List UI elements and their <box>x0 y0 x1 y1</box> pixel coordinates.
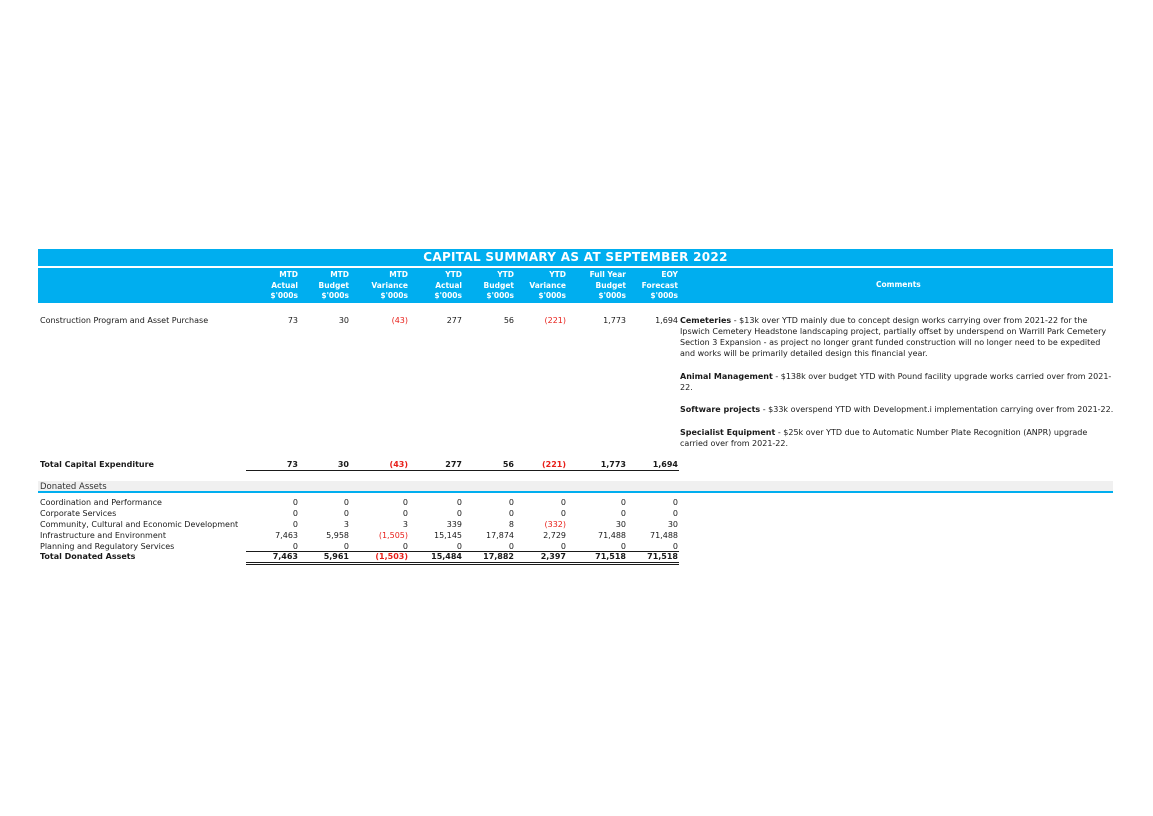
value-cell: 71,488 <box>650 531 678 540</box>
value-cell: 2,397 <box>540 552 566 561</box>
value-cell: 277 <box>446 316 462 325</box>
value-cell: 0 <box>343 542 349 551</box>
total-capital-rule <box>246 470 679 471</box>
value-cell: 1,694 <box>652 460 678 469</box>
value-cell: 1,773 <box>603 316 626 325</box>
value-cell: 7,463 <box>272 552 298 561</box>
column-header-line: $'000s <box>321 291 349 300</box>
column-header-line: $'000s <box>538 291 566 300</box>
column-header-line: MTD <box>389 270 408 279</box>
value-cell: 5,958 <box>326 531 349 540</box>
donated-row-label: Community, Cultural and Economic Development <box>40 520 239 529</box>
donated-row-label: Coordination and Performance <box>40 498 162 507</box>
column-header-5 <box>510 270 566 302</box>
value-cell: 8 <box>508 520 514 529</box>
comment-cemeteries: Cemeteries - $13k over YTD mainly due to concept design works carrying over from 2021-22 for the Ipswich Cemetery Headstone landscaping project, partially offset by underspend on Warrill Park Cemetery Section 3 Expansion - as project no longer grant funded construction will no longer need to be expedited and works will be primarily detailed design this financial year. <box>680 316 1107 358</box>
total-donated-rule-1 <box>246 562 679 563</box>
comments-block <box>680 315 1115 460</box>
column-header-line: Actual <box>435 280 462 290</box>
total-donated-rule-2 <box>246 564 679 565</box>
total-donated-top-rule <box>246 551 679 552</box>
column-header-line: Budget <box>483 280 514 290</box>
value-cell: 0 <box>672 498 678 507</box>
value-cell: 339 <box>446 520 462 529</box>
value-cell: 2,729 <box>543 531 566 540</box>
column-header-6 <box>570 270 626 302</box>
comment-animal-management: Animal Management - $138k over budget YTD with Pound facility upgrade works carried over from 2021-22. <box>680 371 1112 392</box>
total-capital-label: Total Capital Expenditure <box>40 460 154 469</box>
column-header-line: YTD <box>549 270 566 279</box>
value-cell: 0 <box>560 509 566 518</box>
value-cell: 30 <box>337 460 349 469</box>
value-cell: 0 <box>672 542 678 551</box>
column-header-line: Full Year <box>589 270 626 279</box>
column-header-bar <box>38 268 1113 303</box>
column-header-line: $'000s <box>650 291 678 300</box>
column-header-line: EOY <box>661 270 678 279</box>
column-header-line: YTD <box>445 270 462 279</box>
value-cell: 0 <box>508 542 514 551</box>
value-cell: 1,694 <box>655 316 678 325</box>
value-cell: 0 <box>672 509 678 518</box>
capital-row-label: Construction Program and Asset Purchase <box>40 316 209 325</box>
value-cell: 1,773 <box>600 460 626 469</box>
donated-row-label: Planning and Regulatory Services <box>40 542 175 551</box>
total-donated-label: Total Donated Assets <box>40 552 136 561</box>
column-header-line: Variance <box>529 280 566 290</box>
column-header-line: Variance <box>371 280 408 290</box>
value-cell: 17,882 <box>483 552 514 561</box>
value-cell: (1,503) <box>375 552 408 561</box>
column-header-4 <box>458 270 514 302</box>
value-cell: 0 <box>402 509 408 518</box>
column-header-line: $'000s <box>380 291 408 300</box>
column-header-2 <box>352 270 408 302</box>
column-header-line: Budget <box>595 280 626 290</box>
value-cell: 0 <box>292 520 298 529</box>
value-cell: 277 <box>445 460 462 469</box>
value-cell: 0 <box>456 542 462 551</box>
value-cell: 71,488 <box>598 531 626 540</box>
value-cell: 30 <box>667 520 678 529</box>
value-cell: 3 <box>402 520 408 529</box>
column-header-line: MTD <box>279 270 298 279</box>
value-cell: 0 <box>402 498 408 507</box>
value-cell: 30 <box>615 520 626 529</box>
value-cell: 0 <box>292 498 298 507</box>
column-header-line: $'000s <box>598 291 626 300</box>
value-cell: 56 <box>503 316 514 325</box>
value-cell: 15,484 <box>431 552 462 561</box>
column-header-line: $'000s <box>486 291 514 300</box>
value-cell: 0 <box>456 509 462 518</box>
value-cell: 56 <box>502 460 514 469</box>
value-cell: (332) <box>544 520 566 529</box>
value-cell: 0 <box>560 498 566 507</box>
value-cell: 0 <box>343 509 349 518</box>
column-header-3 <box>406 270 462 302</box>
donated-row-label: Corporate Services <box>40 509 117 518</box>
column-header-line: $'000s <box>434 291 462 300</box>
value-cell: (43) <box>389 460 408 469</box>
value-cell: 0 <box>343 498 349 507</box>
column-header-line: Actual <box>271 280 298 290</box>
value-cell: 0 <box>560 542 566 551</box>
value-cell: 73 <box>287 316 298 325</box>
report-title: CAPITAL SUMMARY AS AT SEPTEMBER 2022 <box>38 249 1113 266</box>
value-cell: 0 <box>456 498 462 507</box>
value-cell: 17,874 <box>486 531 514 540</box>
comment-software-projects: Software projects - $33k overspend YTD with Development.i implementation carrying over from 2021-22. <box>680 405 1114 414</box>
donated-assets-header: Donated Assets <box>38 481 1113 493</box>
column-header-line: Budget <box>318 280 349 290</box>
value-cell: 71,518 <box>595 552 626 561</box>
comment-specialist-equipment: Specialist Equipment - $25k over YTD due to Automatic Number Plate Recognition (ANPR) upgrade carried over from 2021-22. <box>680 427 1088 448</box>
value-cell: (221) <box>544 316 566 325</box>
value-cell: (221) <box>541 460 566 469</box>
value-cell: 0 <box>402 542 408 551</box>
column-header-line: $'000s <box>270 291 298 300</box>
value-cell: 0 <box>620 498 626 507</box>
value-cell: 5,961 <box>323 552 349 561</box>
column-header-line: Forecast <box>641 280 678 290</box>
value-cell: (1,505) <box>378 531 408 540</box>
value-cell: 73 <box>286 460 298 469</box>
column-header-line: YTD <box>497 270 514 279</box>
column-header-line: MTD <box>330 270 349 279</box>
column-header-0 <box>242 270 298 302</box>
value-cell: 3 <box>343 520 349 529</box>
value-cell: 0 <box>620 509 626 518</box>
value-cell: 71,518 <box>647 552 678 561</box>
value-cell: 30 <box>338 316 349 325</box>
value-cell: 15,145 <box>434 531 462 540</box>
column-header-7 <box>622 270 678 302</box>
comments-header: Comments <box>876 280 921 289</box>
value-cell: 7,463 <box>275 531 298 540</box>
value-cell: 0 <box>292 509 298 518</box>
value-cell: 0 <box>508 498 514 507</box>
value-cell: (43) <box>391 316 408 325</box>
column-header-1 <box>293 270 349 302</box>
value-cell: 0 <box>292 542 298 551</box>
value-cell: 0 <box>508 509 514 518</box>
value-cell: 0 <box>620 542 626 551</box>
donated-row-label: Infrastructure and Environment <box>40 531 166 540</box>
